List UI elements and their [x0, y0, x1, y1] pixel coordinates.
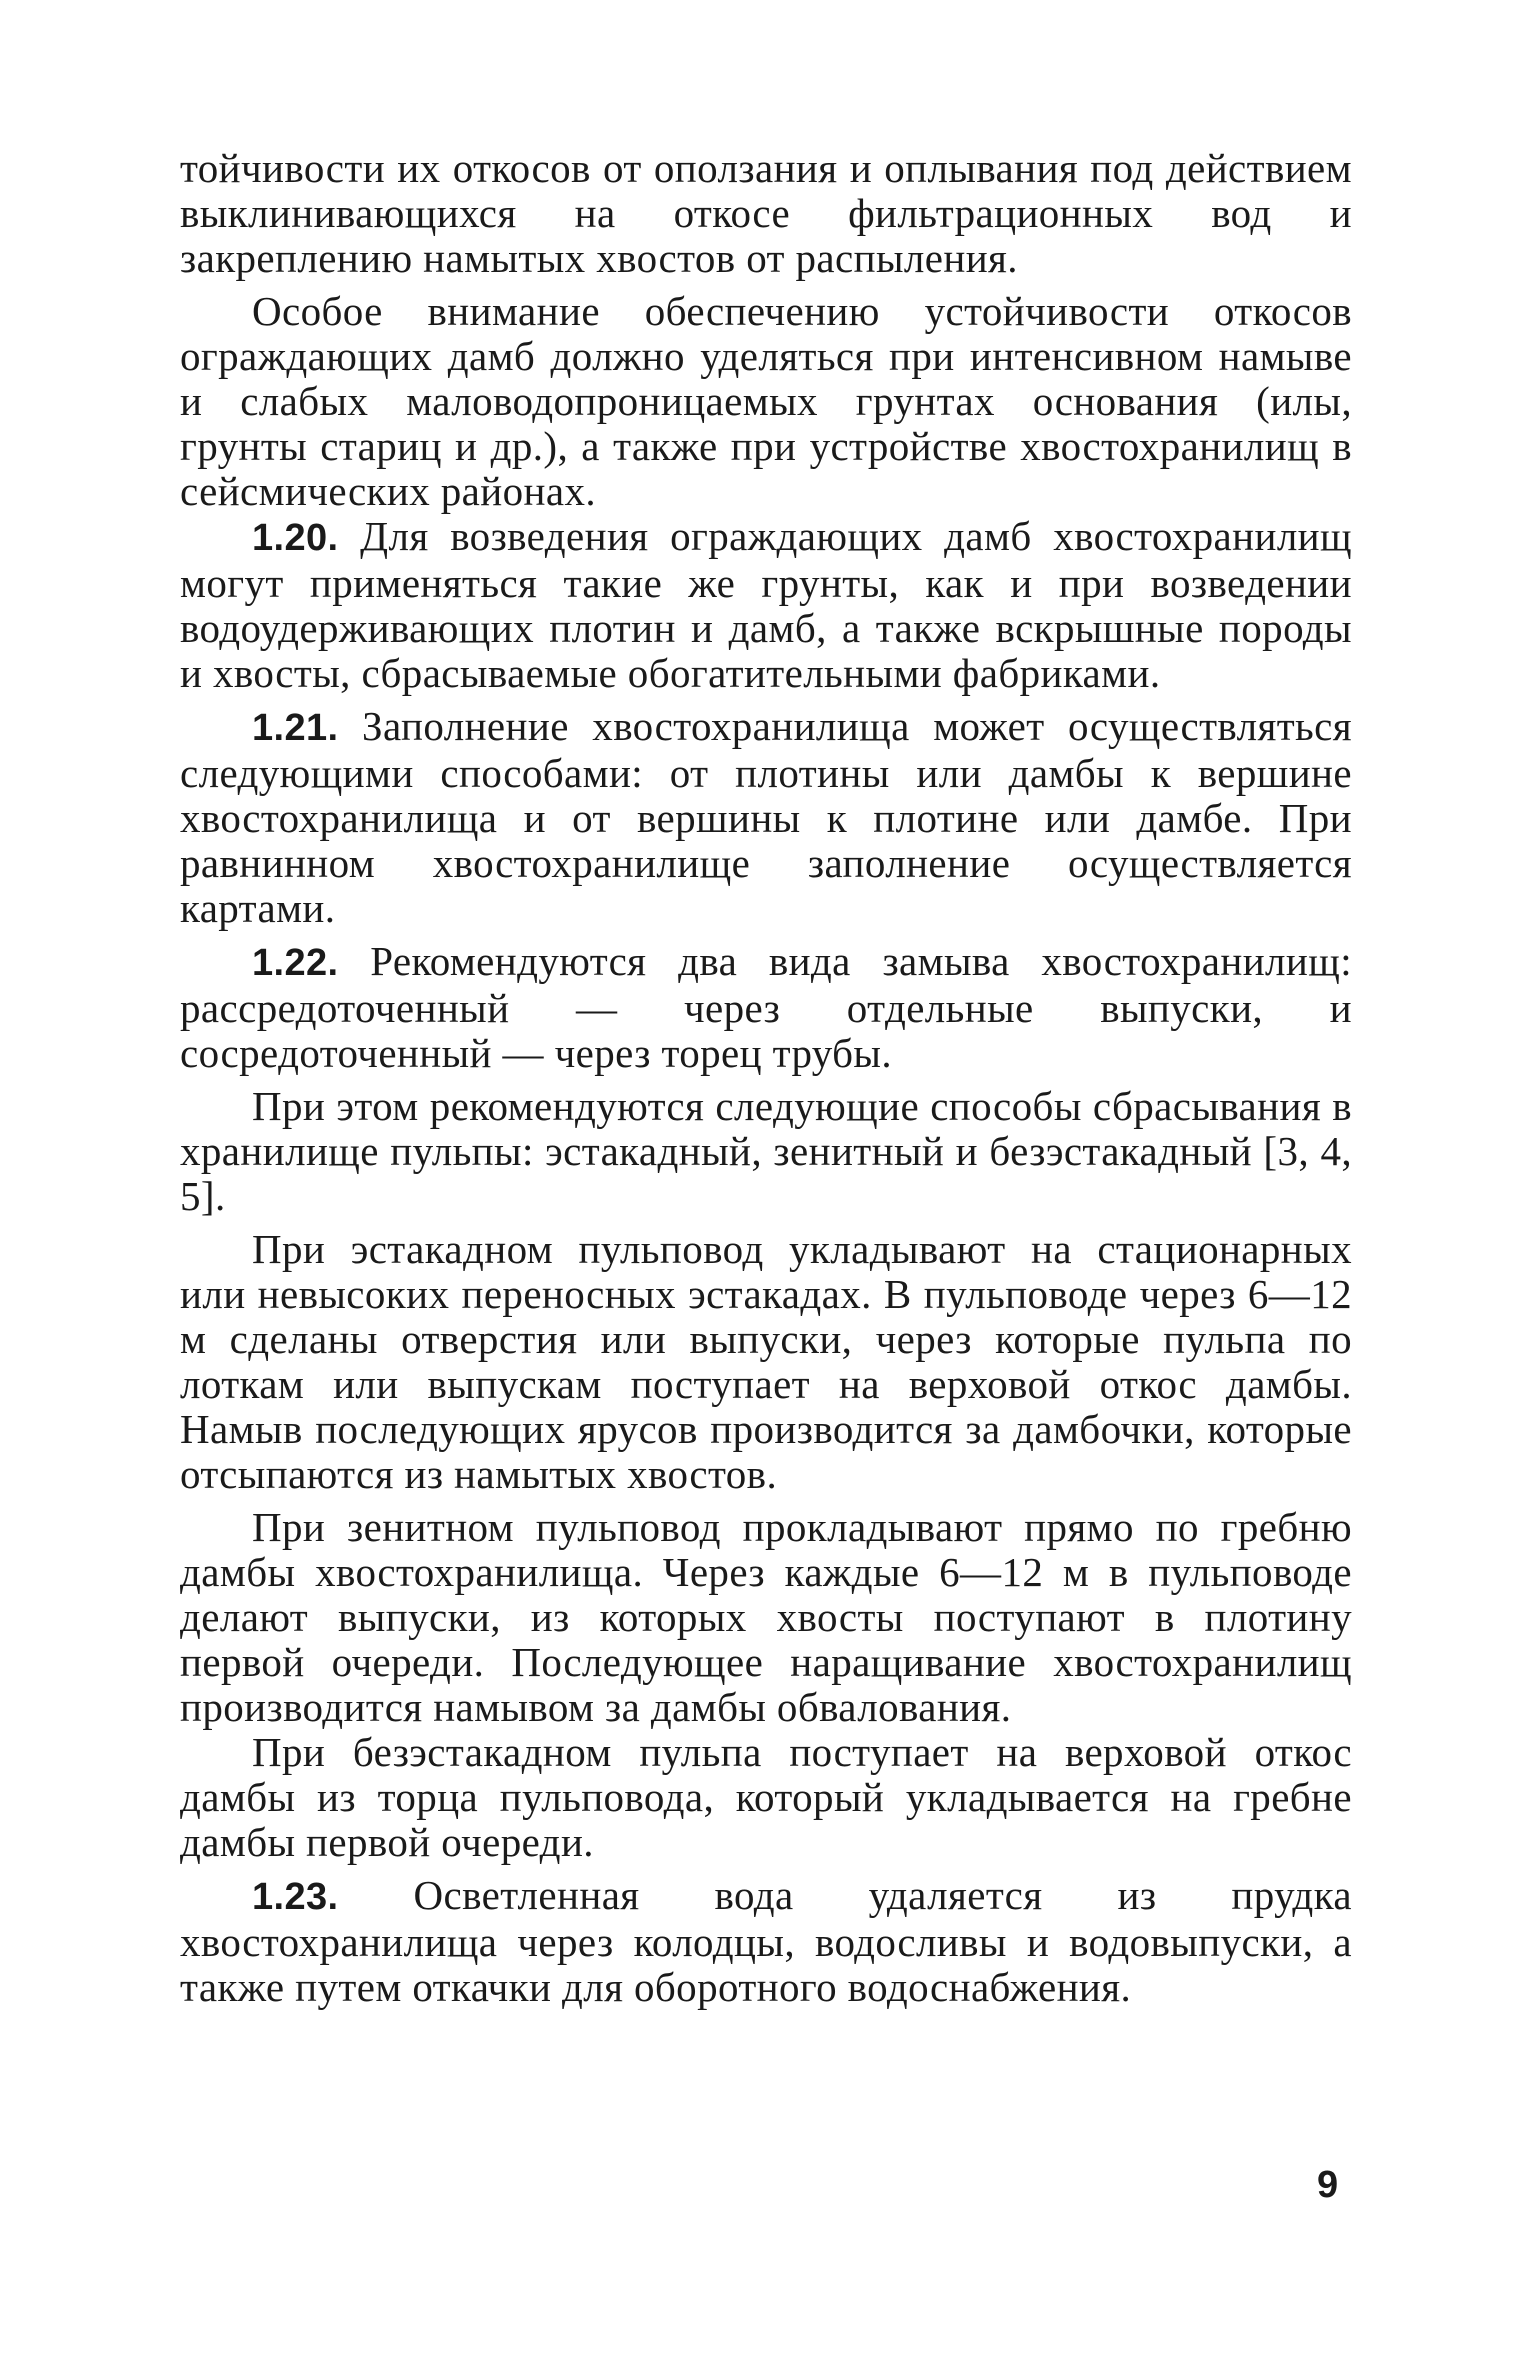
section-1-20 [180, 514, 1352, 696]
paragraph-text: При этом рекомендуются следующие способы сбрасывания в хранилище пульпы: эстакадный, зенитный и безэстакадный [3, 4, 5]. [180, 1083, 1352, 1219]
paragraph-text: Рекомендуются два вида замыва хвостохранилищ: рассредоточенный — через отдельные выпуски, и сосредоточенный — через торец трубы. [180, 938, 1352, 1076]
paragraph [180, 289, 1352, 514]
paragraph-text: Особое внимание обеспечению устойчивости откосов ограждающих дамб должно уделяться при интенсивном намыве и слабых маловодопроницаемых грунтах основания (илы, грунты стариц и др.), а также при устройстве хвостохранилищ в сейсмических районах. [180, 288, 1352, 514]
section-number: 1.23. [252, 1876, 339, 1918]
paragraph-text: Для возведения ограждающих дамб хвостохранилищ могут применяться такие же грунты, как и при возведении водоудерживающих плотин и дамб, а также вскрышные породы и хвосты, сбрасываемые обогатительными фабриками. [180, 513, 1352, 696]
section-number: 1.21. [252, 707, 339, 749]
section-number: 1.22. [252, 942, 339, 984]
paragraph [180, 1730, 1352, 1865]
page-number: 9 [1317, 2164, 1339, 2206]
paragraph-text: Осветленная вода удаляется из прудка хвостохранилища через колодцы, водосливы и водовыпуски, а также путем откачки для оборотного водоснабжения. [180, 1872, 1352, 2010]
paragraph-text: При эстакадном пульповод укладывают на стационарных или невысоких переносных эстакадах. В пульповоде через 6—12 м сделаны отверстия или выпуски, через которые пульпа по лоткам или выпускам поступает на верховой откос дамбы. Намыв последующих ярусов производится за дамбочки, которые отсыпаются из намытых хвостов. [180, 1226, 1352, 1497]
paragraph-text: Заполнение хвостохранилища может осуществляться следующими способами: от плотины или дамбы к вершине хвостохранилища и от вершины к плотине или дамбе. При равнинном хвостохранилище заполнение осуществляется картами. [180, 703, 1353, 931]
section-1-23 [180, 1873, 1352, 2010]
paragraph-text: тойчивости их откосов от оползания и оплывания под действием выклинивающихся на откосе фильтрационных вод и закреплению намытых хвостов от распыления. [180, 145, 1352, 281]
section-1-22 [180, 939, 1352, 1076]
paragraph [180, 1084, 1352, 1219]
paragraph-continuation [180, 146, 1352, 281]
section-number: 1.20. [252, 517, 339, 559]
section-1-21 [180, 704, 1352, 931]
paragraph-text: При зенитном пульповод прокладывают прямо по гребню дамбы хвостохранилища. Через каждые 6—12 м в пульповоде делают выпуски, из которых хвосты поступают в плотину первой очереди. Последующее наращивание хвостохранилищ производится намывом за дамбы обвалования. [180, 1504, 1352, 1730]
paragraph [180, 1227, 1352, 1497]
paragraph [180, 1505, 1352, 1730]
paragraph-text: При безэстакадном пульпа поступает на верховой откос дамбы из торца пульповода, который укладывается на гребне дамбы первой очереди. [180, 1729, 1352, 1865]
page-text [180, 146, 1352, 2010]
